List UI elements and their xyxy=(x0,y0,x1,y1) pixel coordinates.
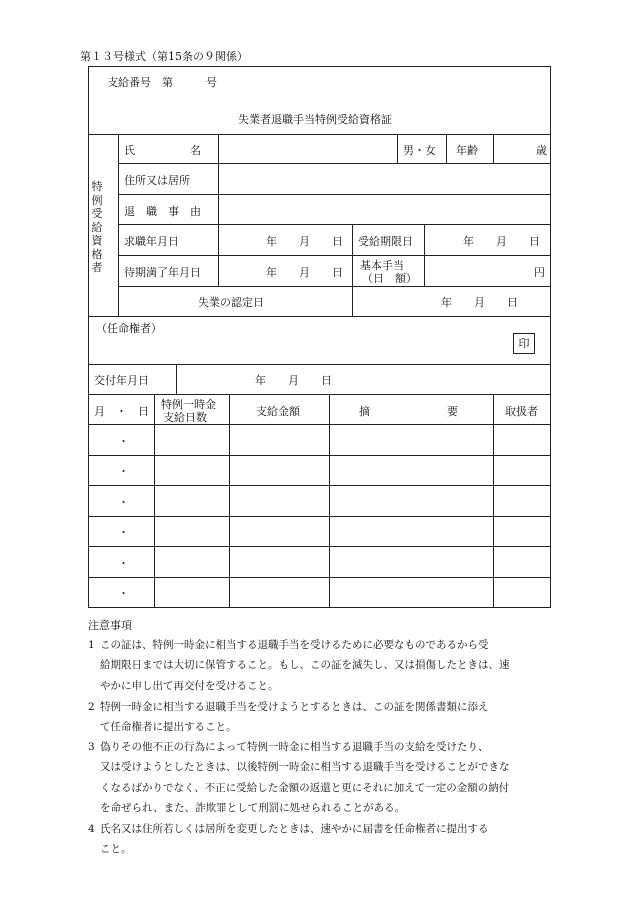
table-row: ・ xyxy=(118,465,129,478)
form-title: 第１３号様式（第15条の９関係） xyxy=(80,50,248,63)
col-handler: 取扱者 xyxy=(505,405,538,418)
note-item-4: 4 氏名又は住所若しくは居所を変更したときは、速やかに届書を任命権者に提出する こと。 xyxy=(88,823,489,856)
unemployment-date-value: 年 月 日 xyxy=(441,296,518,309)
basic-allowance-daily: （日 額） xyxy=(362,272,417,285)
notes-title: 注意事項 xyxy=(88,619,132,632)
table-row: ・ xyxy=(118,496,129,509)
supply-number: 支給番号 第 号 xyxy=(107,76,217,89)
col-amount: 支給金額 xyxy=(256,405,300,418)
table-row: ・ xyxy=(118,526,129,539)
waiting-label: 待期満了年月日 xyxy=(124,266,201,279)
sex-field: 男・女 xyxy=(403,144,436,157)
deadline-label: 受給期限日 xyxy=(358,235,413,248)
special-recipient-label: 特 例 受 給 資 格 者 xyxy=(91,180,103,274)
appointer-label: （任命権者） xyxy=(96,322,162,335)
issue-date-label: 交付年月日 xyxy=(94,374,149,387)
table-row: ・ xyxy=(118,557,129,570)
age-unit: 歳 xyxy=(536,144,547,157)
seal-mark: 印 xyxy=(513,333,535,354)
col-date: 月 ・ 日 xyxy=(94,405,149,418)
name-label: 氏 名 xyxy=(124,144,201,157)
frame-top xyxy=(88,66,551,67)
table-row: ・ xyxy=(118,435,129,448)
col-summary: 摘 要 xyxy=(359,405,458,418)
issue-date-value: 年 月 日 xyxy=(255,374,332,387)
table-row: ・ xyxy=(118,587,129,600)
job-date-label: 求職年月日 xyxy=(124,235,179,248)
basic-allowance-label: 基本手当 xyxy=(360,259,404,272)
note-item-3: 3 偽りその他不正の行為によって特例一時金に相当する退職手当の支給を受けたり、 又は受けようとしたときは、以後特例一時金に相当する退職手当を受けることができな くなるばかりでなく、不正に受給した金額の返還と更にそれに加えて一定の金額の納付 を命ぜられ、また、詐欺罪として刑罰に処せられることがある。 xyxy=(88,741,510,814)
note-item-2: 2 特例一時金に相当する退職手当を受けようとするときは、この証を関係書類に添え て任命権者に提出すること。 xyxy=(88,701,489,734)
waiting-value: 年 月 日 xyxy=(266,266,343,279)
certificate-title: 失業者退職手当特例受給資格証 xyxy=(238,113,392,126)
yen-unit: 円 xyxy=(534,266,545,279)
deadline-value: 年 月 日 xyxy=(463,235,540,248)
col-days-line2: 支給日数 xyxy=(163,411,207,424)
frame-right xyxy=(550,66,551,608)
col-days-line1: 特例一時金 xyxy=(161,398,216,411)
job-date-value: 年 月 日 xyxy=(266,235,343,248)
reason-label: 退 職 事 由 xyxy=(124,205,201,218)
address-label: 住所又は居所 xyxy=(124,174,190,187)
note-item-1: 1 この証は、特例一時金に相当する退職手当を受けるために必要なものであるから受 給期限日までは大切に保管すること。もし、この証を滅失し、又は損傷したときは、速 やかに申し出て再交付を受けること。 xyxy=(88,639,510,692)
unemployment-date-label: 失業の認定日 xyxy=(198,296,264,309)
frame-left xyxy=(88,66,89,608)
age-label: 年齢 xyxy=(456,144,478,157)
